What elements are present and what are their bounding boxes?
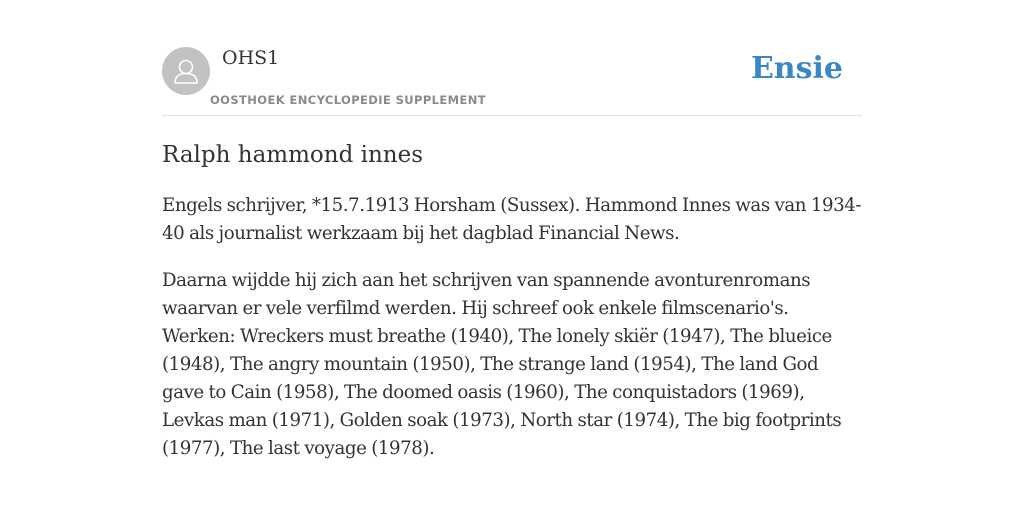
entry-card <box>162 0 862 512</box>
entry-header <box>162 0 862 116</box>
paragraph: Daarna wijdde hij zich aan het schrijven van spannende avonturenromans waarvan er vele verfilmd werden. Hij schreef ook enkele filmscenario's. Werken: Wreckers must breathe (1940), The lonely skiër (1947), The blueice (1948), The angry mountain (1950), The strange land (1954), The land God gave to Cain (1958), The doomed oasis (1960), The conquistadors (1969), Levkas man (1971), Golden soak (1973), North star (1974), The big footprints (1977), The last voyage (1978). <box>162 270 842 459</box>
avatar[interactable] <box>162 47 210 95</box>
brand-logo[interactable]: Ensie <box>750 51 843 86</box>
paragraph: Engels schrijver, *15.7.1913 Horsham (Sussex). Hammond Innes was van 1934-40 als journalist werkzaam bij het dagblad Financial News. <box>162 195 862 244</box>
user-icon <box>162 47 210 95</box>
source-name[interactable]: OOSTHOEK ENCYCLOPEDIE SUPPLEMENT <box>210 93 487 107</box>
source-code[interactable]: OHS1 <box>222 47 280 69</box>
entry-body <box>162 192 862 482</box>
page-title: Ralph hammond innes <box>162 142 423 168</box>
